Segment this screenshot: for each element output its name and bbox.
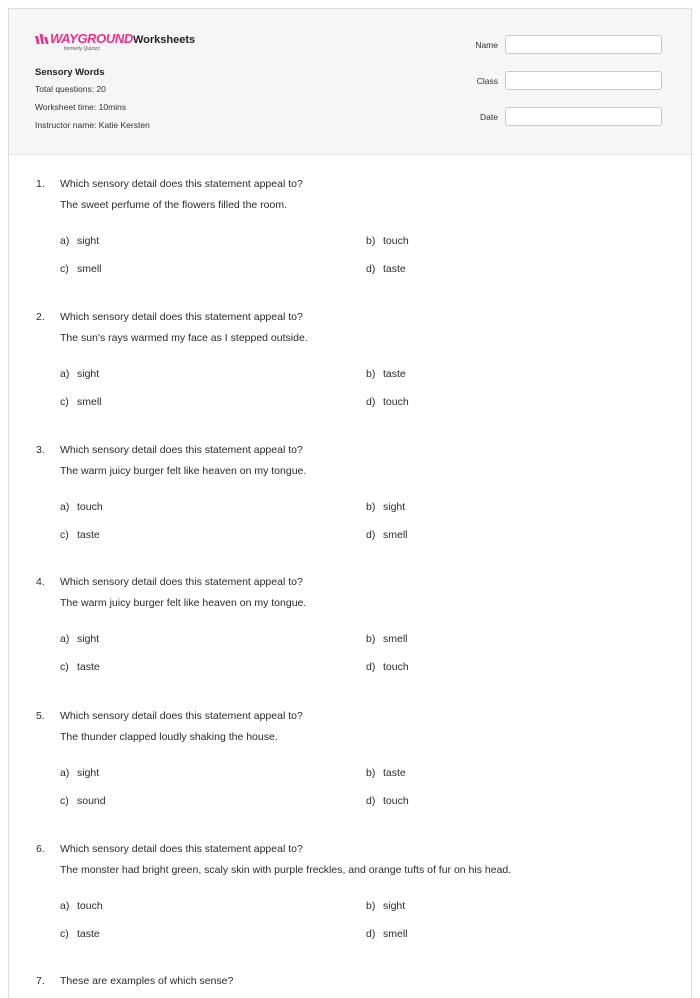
question-detail: The sweet perfume of the flowers filled the room. (60, 199, 288, 211)
option-c: c) smell (60, 396, 102, 408)
option-c: c) taste (60, 928, 100, 940)
option-a: a) sight (60, 368, 100, 380)
worksheet-header (9, 9, 691, 155)
option-b: b) taste (366, 368, 406, 380)
class-field[interactable] (505, 71, 662, 90)
name-label: Name (475, 40, 498, 50)
date-field[interactable] (505, 107, 662, 126)
option-a: a) sight (60, 767, 100, 779)
option-b: b) sight (366, 900, 406, 912)
option-b: b) smell (366, 633, 408, 645)
app-title: Worksheets (133, 34, 196, 46)
option-a: a) sight (60, 633, 100, 645)
brand-subtitle: formerly Quizizz (64, 46, 100, 52)
question-detail: The thunder clapped loudly shaking the house. (60, 731, 278, 743)
question-number: 7. (36, 975, 45, 987)
question-prompt: Which sensory detail does this statement appeal to? (60, 311, 303, 323)
question-detail: The monster had bright green, scaly skin with purple freckles, and orange tufts of fur on his head. (60, 864, 512, 876)
option-d: d) taste (366, 263, 406, 275)
question-number: 4. (36, 576, 45, 588)
wayground-logo-icon (35, 34, 49, 45)
question-number: 5. (36, 710, 45, 722)
option-c: c) smell (60, 263, 102, 275)
question-number: 3. (36, 444, 45, 456)
option-a: a) sight (60, 235, 100, 247)
option-b: b) touch (366, 235, 409, 247)
option-a: a) touch (60, 501, 103, 513)
option-d: d) touch (366, 795, 409, 807)
question-detail: The sun's rays warmed my face as I stepped outside. (60, 332, 308, 344)
name-field[interactable] (505, 35, 662, 54)
instructor-name: Instructor name: Katie Kersten (35, 120, 150, 130)
question-number: 1. (36, 178, 45, 190)
question-prompt: These are examples of which sense? (60, 975, 234, 987)
option-c: c) taste (60, 661, 100, 673)
worksheet-time: Worksheet time: 10mins (35, 102, 127, 112)
question-detail: The warm juicy burger felt like heaven on my tongue. (60, 465, 307, 477)
option-c: c) taste (60, 529, 100, 541)
question-prompt: Which sensory detail does this statement appeal to? (60, 576, 303, 588)
option-b: b) taste (366, 767, 406, 779)
date-label: Date (480, 112, 498, 122)
option-b: b) sight (366, 501, 406, 513)
option-d: d) smell (366, 529, 408, 541)
question-detail: The warm juicy burger felt like heaven on my tongue. (60, 597, 307, 609)
class-label: Class (476, 76, 498, 86)
question-prompt: Which sensory detail does this statement appeal to? (60, 710, 303, 722)
worksheet-page (8, 8, 692, 998)
question-prompt: Which sensory detail does this statement appeal to? (60, 843, 303, 855)
option-d: d) touch (366, 661, 409, 673)
worksheet-title: Sensory Words (35, 67, 105, 78)
total-questions: Total questions: 20 (35, 84, 106, 94)
option-d: d) touch (366, 396, 409, 408)
option-a: a) touch (60, 900, 103, 912)
question-number: 2. (36, 311, 45, 323)
brand-name: WAYGROUND (50, 31, 133, 46)
question-number: 6. (36, 843, 45, 855)
option-d: d) smell (366, 928, 408, 940)
question-prompt: Which sensory detail does this statement appeal to? (60, 444, 303, 456)
option-c: c) sound (60, 795, 106, 807)
question-prompt: Which sensory detail does this statement appeal to? (60, 178, 303, 190)
